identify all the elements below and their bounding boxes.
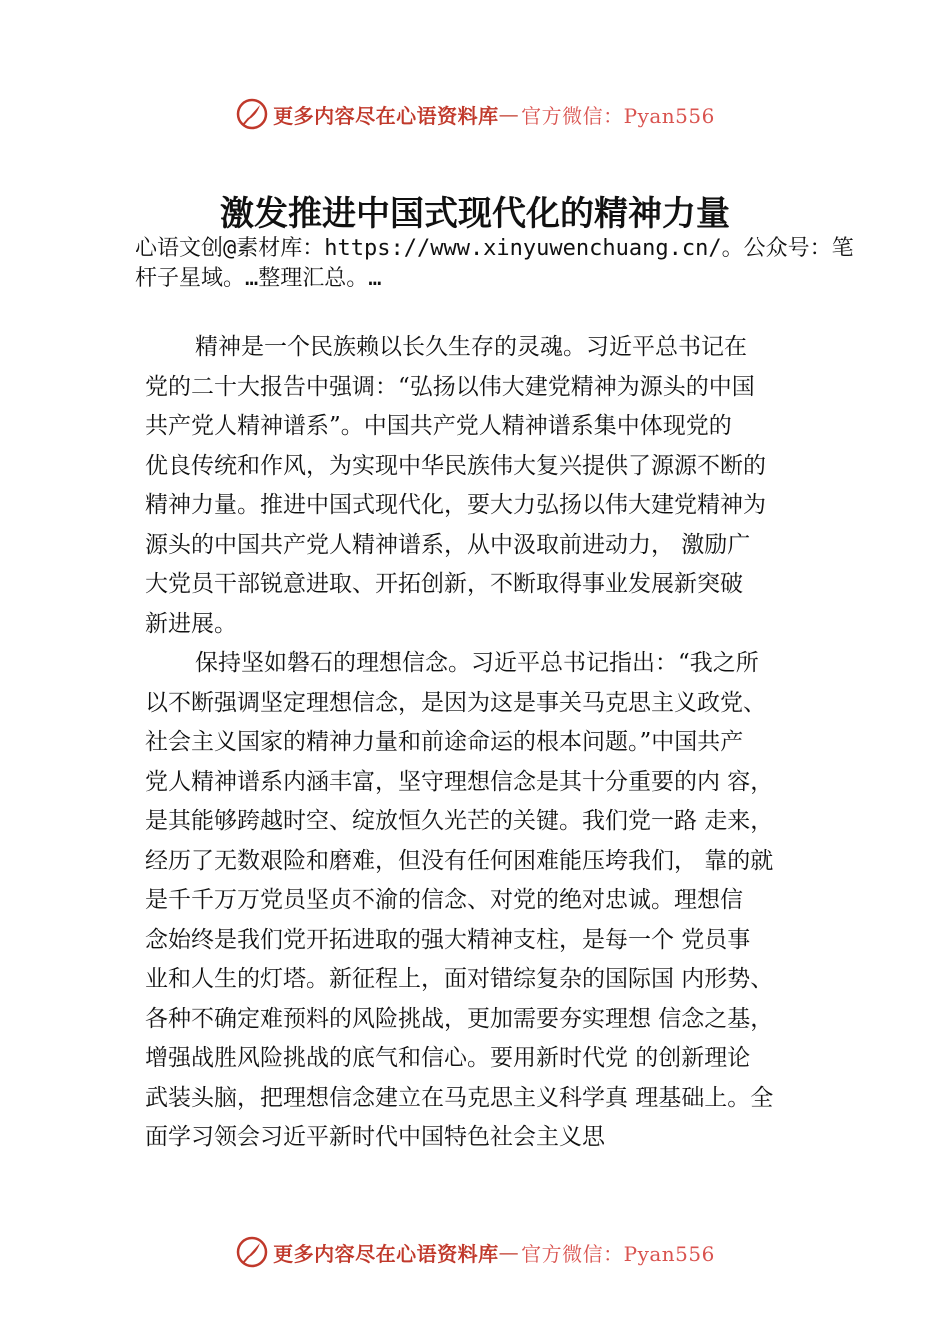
body-line: 面学习领会习近平新时代中国特色社会主义思 (145, 1124, 605, 1150)
banner-brand: 更多内容尽在心语资料库 (273, 103, 499, 128)
page-title: 激发推进中国式现代化的精神力量 (220, 194, 730, 234)
body-line: 源头的中国共产党人精神谱系，从中汲取前进动力， 激励广 (145, 531, 751, 558)
banner-brand: 更多内容尽在心语资料库 (273, 1241, 499, 1266)
header-banner (0, 94, 950, 134)
body-line: 共产党人精神谱系”。中国共产党人精神谱系集中体现党的 (145, 413, 732, 439)
article-body (145, 328, 850, 1158)
feather-pen-logo-icon (235, 1235, 269, 1269)
body-line: 党的二十大报告中强调：“弘扬以伟大建党精神为源头的中国 (145, 373, 755, 400)
body-line: 武装头脑，把理想信念建立在马克思主义科学真 理基础上。全 (145, 1084, 774, 1111)
body-line: 大党员干部锐意进取、开拓创新，不断取得事业发展新突破 (145, 571, 743, 597)
body-line: 保持坚如磐石的理想信念。习近平总书记指出：“我之所 (195, 650, 759, 676)
body-line: 是千千万万党员坚贞不渝的信念、对党的绝对忠诚。理想信 (145, 887, 743, 913)
footer-banner (0, 1232, 950, 1272)
body-line: 经历了无数艰险和磨难，但没有任何困难能压垮我们， 靠的就 (145, 847, 774, 874)
banner-dash: — (498, 102, 520, 126)
body-line: 以不断强调坚定理想信念，是因为这是事关马克思主义政党、 (145, 689, 766, 716)
body-line: 增强战胜风险挑战的底气和信心。要用新时代党 的创新理论 (145, 1045, 751, 1071)
body-line: 精神是一个民族赖以长久生存的灵魂。习近平总书记在 (195, 334, 747, 360)
banner-wechat: 官方微信：Pyan556 (521, 103, 715, 128)
body-line: 新进展。 (145, 610, 237, 637)
body-line: 优良传统和作风，为实现中华民族伟大复兴提供了源源不断的 (145, 452, 766, 479)
body-line: 业和人生的灯塔。新征程上，面对错综复杂的国际国 内形势、 (145, 966, 774, 992)
banner-dash: — (498, 1240, 520, 1264)
feather-pen-logo-icon (235, 97, 269, 131)
body-line: 念始终是我们党开拓进取的强大精神支柱，是每一个 党员事 (145, 926, 751, 953)
body-line: 是其能够跨越时空、绽放恒久光芒的关键。我们党一路 走来， (145, 808, 774, 834)
body-line: 社会主义国家的精神力量和前途命运的根本问题。”中国共产 (145, 729, 744, 755)
body-line: 党人精神谱系内涵丰富，坚守理想信念是其十分重要的内 容， (145, 768, 774, 795)
source-note: 心语文创@素材库：https://www.xinyuwenchuang.cn/。公众号：笔杆子星域。…整理汇总。… (135, 236, 854, 291)
body-line: 各种不确定难预料的风险挑战，更加需要夯实理想 信念之基， (145, 1005, 774, 1032)
banner-wechat: 官方微信：Pyan556 (521, 1241, 715, 1266)
body-line: 精神力量。推进中国式现代化，要大力弘扬以伟大建党精神为 (145, 492, 766, 518)
